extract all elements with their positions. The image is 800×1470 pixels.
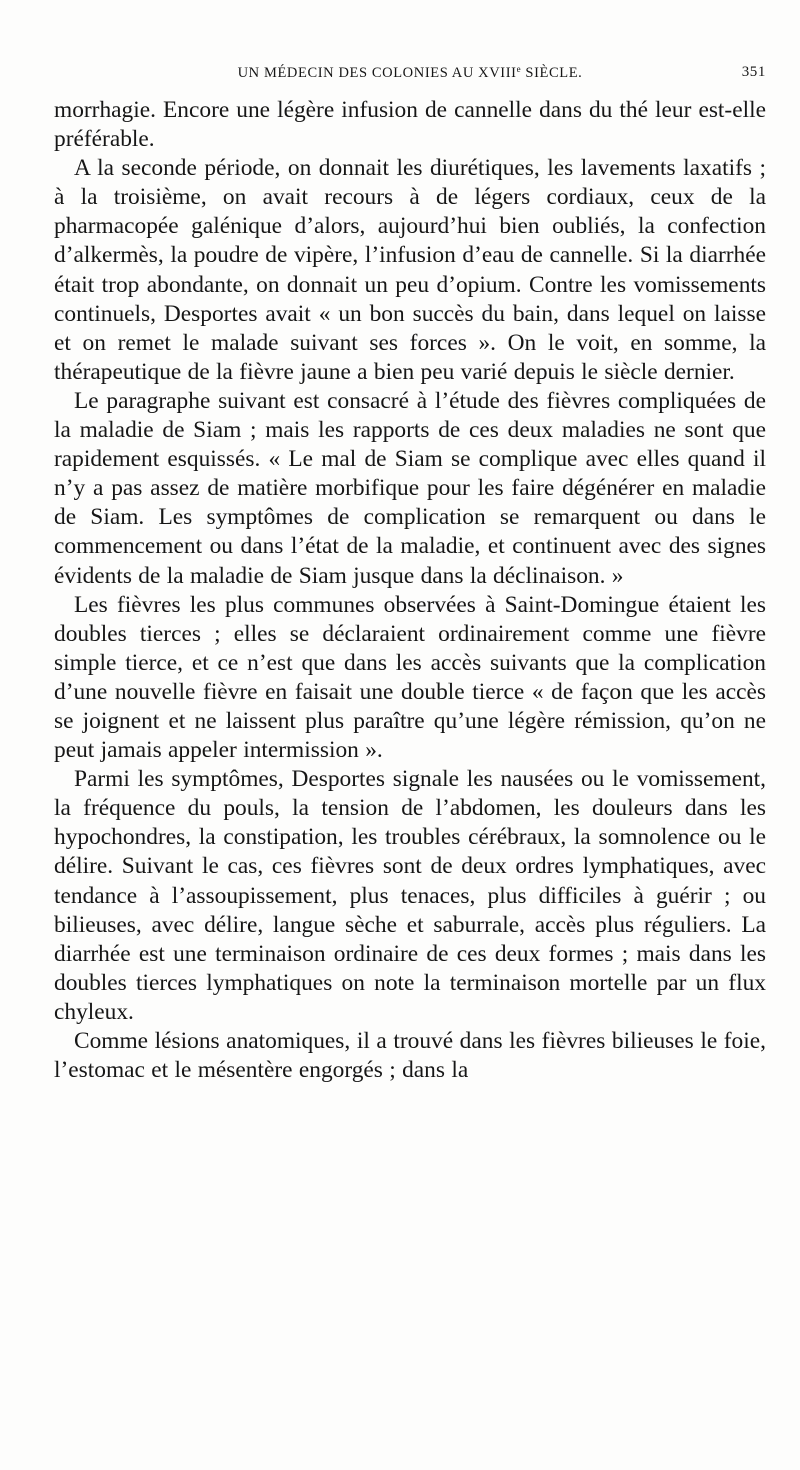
running-title	[54, 64, 766, 82]
running-title-superscript: e	[516, 64, 522, 74]
paragraph-double-tierces: Les fièvres les plus communes observées à Saint-Domingue étaient les doubles tierces ; elles se déclaraient ordinairement comme une fièvre simple tierce, et ce n’est que dans les accès suivants que la complication d’une nouvelle fièvre en faisait une double tierce « de façon que les accès se joignent et ne laissent plus paraître qu’une légère rémission, qu’on ne peut jamais appeler intermission ».	[54, 591, 766, 764]
running-title-text: UN MÉDECIN DES COLONIES AU XVIII	[237, 65, 517, 81]
paragraph-lesions: Comme lésions anatomiques, il a trouvé dans les fièvres bilieuses le foie, l’estomac et le mésentère engorgés ; dans la	[54, 1028, 766, 1084]
page-number: 351	[741, 64, 766, 80]
running-head	[54, 64, 766, 86]
paragraph-symptoms: Parmi les symptômes, Desportes signale les nausées ou le vomissement, la fréquence du pouls, la tension de l’abdomen, les douleurs dans les hypochondres, la constipation, les troubles cérébraux, la somnolence ou le délire. Suivant le cas, ces fièvres sont de deux ordres lymphatiques, avec tendance à l’assoupissement, plus tenaces, plus difficiles à guérir ; ou bilieuses, avec délire, langue sèche et saburrale, accès plus réguliers. La diarrhée est une terminaison ordinaire de ces deux formes ; mais dans les doubles tierces lymphatiques on note la terminaison mortelle par un flux chyleux.	[54, 766, 766, 1025]
paragraph-continuation: morrhagie. Encore une légère infusion de cannelle dans du thé leur est-elle préférable.	[54, 97, 766, 153]
paragraph-siam-complication: Le paragraphe suivant est consacré à l’étude des fièvres compliquées de la maladie de Siam ; mais les rapports de ces deux maladies ne sont que rapidement esquissés. « Le mal de Siam se complique avec elles quand il n’y a pas assez de matière morbifique pour les faire dégénérer en maladie de Siam. Les symptômes de complication se remarquent ou dans le commencement ou dans l’état de la maladie, et continuent avec des signes évidents de la maladie de Siam jusque dans la déclinaison. »	[54, 387, 766, 589]
running-title-end: SIÈCLE.	[521, 65, 583, 81]
paragraph-treatment: A la seconde période, on donnait les diurétiques, les lavements laxatifs ; à la troisième, on avait recours à de légers cordiaux, ceux de la pharmacopée galénique d’alors, aujourd’hui bien oubliés, la confection d’alkermès, la poudre de vipère, l’infusion d’eau de cannelle. Si la diarrhée était trop abondante, on donnait un peu d’opium. Contre les vomissements continuels, Desportes avait « un bon succès du bain, dans lequel on laisse et on remet le malade suivant ses forces ». On le voit, en somme, la thérapeutique de la fièvre jaune a bien peu varié depuis le siècle dernier.	[54, 155, 766, 385]
body-text	[54, 96, 766, 1085]
